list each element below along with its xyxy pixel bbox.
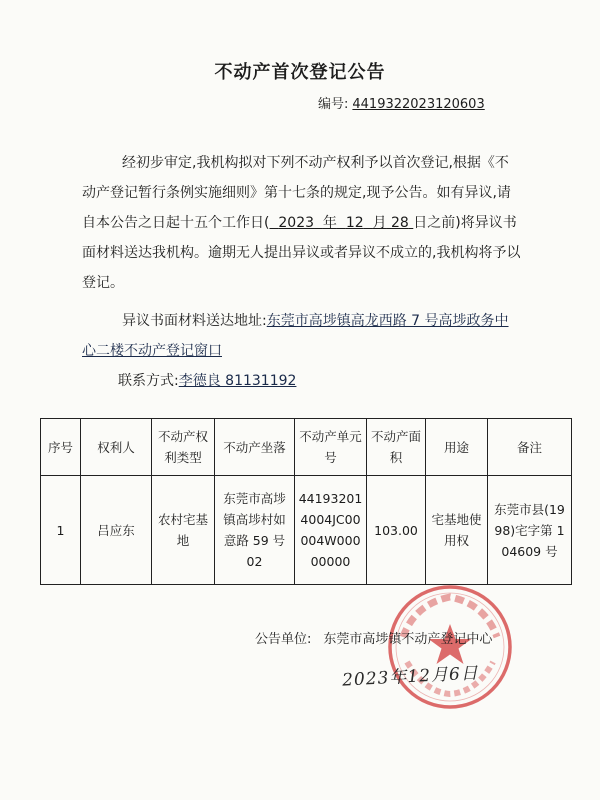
doc-number-label: 编号: xyxy=(318,97,349,112)
table-cell: 宅基地使用权 xyxy=(426,476,488,585)
table-header-cell: 用途 xyxy=(426,419,488,476)
deadline-year: 2023 xyxy=(278,215,315,231)
table-header-cell: 不动产面积 xyxy=(367,419,426,476)
table-header-cell: 不动产坐落 xyxy=(215,419,295,476)
table-cell: 农村宅基地 xyxy=(152,476,215,585)
issuer-label: 公告单位: xyxy=(255,632,312,647)
deadline-day-unit: 日之前) xyxy=(413,215,461,231)
deadline-year-blank: 2023 年 12 月 28 xyxy=(278,215,409,231)
page-title: 不动产首次登记公告 xyxy=(214,62,386,83)
issuer-line xyxy=(255,628,492,647)
address-value: 东莞市高埗镇高龙西路 7 号高埗政务中心二楼不动产登记窗口 xyxy=(82,313,509,359)
table-row xyxy=(41,476,572,585)
contact-value: 李德良 81131192 xyxy=(178,373,297,389)
contact-label: 联系方式: xyxy=(118,373,179,389)
table-cell: 103.00 xyxy=(367,476,426,585)
table-header-row xyxy=(41,419,572,476)
doc-number xyxy=(318,93,485,112)
table-header-cell: 备注 xyxy=(488,419,572,476)
registration-table xyxy=(40,418,572,585)
table-cell: 1 xyxy=(41,476,81,585)
table-cell: 东莞市县(1998)宅字第 104609 号 xyxy=(488,476,572,585)
table-header-cell: 权利人 xyxy=(81,419,152,476)
doc-number-value: 4419322023120603 xyxy=(352,97,485,112)
table-header-cell: 不动产权利类型 xyxy=(152,419,215,476)
contact-line xyxy=(118,370,326,390)
deadline-month: 12 xyxy=(345,215,364,231)
official-seal-icon xyxy=(385,582,515,712)
table-cell: 东莞市高埗镇高埗村如意路 59 号 02 xyxy=(215,476,295,585)
table-cell: 441932014004JC00004W00000000 xyxy=(295,476,367,585)
notice-text-after: 将异议书面材料送达我机构。逾期无人提出异议或者异议不成立的,我机构将予以登记。 xyxy=(82,215,521,291)
address-paragraph xyxy=(82,306,522,366)
issuer-name: 东莞市高埗镇不动产登记中心 xyxy=(323,632,493,647)
notice-text-before: 经初步审定,我机构拟对下列不动产权利予以首次登记,根据《不动产登记暂行条例实施细则》第十七条的规定,现予公告。如有异议,请自本公告之日起十五个工作日( xyxy=(82,155,511,231)
notice-paragraph xyxy=(82,148,522,298)
deadline-day: 28 xyxy=(391,215,409,231)
table-header-cell: 序号 xyxy=(41,419,81,476)
handwritten-date: 2023年12月6日 xyxy=(341,663,480,691)
table-header-cell: 不动产单元号 xyxy=(295,419,367,476)
address-label: 异议书面材料送达地址: xyxy=(122,313,267,329)
table-cell: 吕应东 xyxy=(81,476,152,585)
